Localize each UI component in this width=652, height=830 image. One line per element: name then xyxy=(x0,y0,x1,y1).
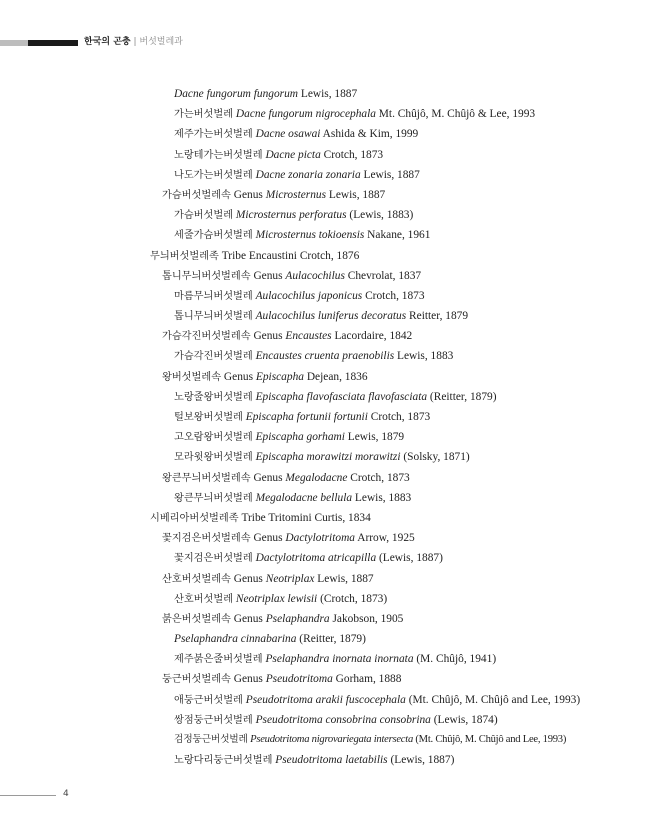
author-citation: (Mt. Chûjô, M. Chûjô and Lee, 1993) xyxy=(405,693,581,706)
scientific-name: Pseudotritoma xyxy=(265,673,333,686)
korean-name: 세줄가슴버섯벌레 xyxy=(174,230,253,242)
taxon-rank: Genus xyxy=(253,532,283,545)
scientific-name: Neotriplax xyxy=(265,572,315,585)
taxon-rank: Genus xyxy=(233,188,263,201)
scientific-name: Pseudotritoma laetabilis xyxy=(275,754,388,767)
korean-name: 시베리아버섯벌레족 xyxy=(150,512,239,524)
author-citation: Lewis, 1887 xyxy=(360,168,420,181)
running-header xyxy=(84,36,183,48)
author-citation: (Lewis, 1874) xyxy=(430,713,498,726)
scientific-name: Dacne fungorum nigrocephala xyxy=(235,108,376,121)
author-citation: Mt. Chûjô, M. Chûjô & Lee, 1993 xyxy=(375,108,536,121)
author-citation: Chevrolat, 1837 xyxy=(344,269,422,282)
scientific-name: Megalodacne bellula xyxy=(255,491,353,504)
header-book-title: 한국의 곤충 xyxy=(84,37,131,47)
scientific-name: Dacne zonaria zonaria xyxy=(255,168,361,181)
species-entry xyxy=(0,629,652,649)
species-entry xyxy=(0,649,652,669)
korean-name: 왕큰무늬버섯벌레속 xyxy=(162,472,251,484)
scientific-name: Episcapha flavofasciata flavofasciata xyxy=(255,390,428,403)
author-citation: (M. Chûjô, 1941) xyxy=(413,653,497,666)
scientific-name: Encaustes cruenta praenobilis xyxy=(255,350,395,363)
tribe-entry xyxy=(0,508,652,528)
author-citation: Crotch, 1873 xyxy=(320,148,384,161)
korean-name: 마름무늬버섯벌레 xyxy=(174,290,253,302)
korean-name: 애둥근버섯벌레 xyxy=(174,694,243,706)
scientific-name: Pseudotritoma arakii fuscocephala xyxy=(245,693,406,706)
author-citation: (Reitter, 1879) xyxy=(296,633,366,646)
author-citation: (Reitter, 1879) xyxy=(427,390,497,403)
scientific-name: Encaustes xyxy=(285,330,332,343)
genus-entry xyxy=(0,528,652,548)
taxon-rank: Tribe xyxy=(241,511,266,524)
species-entry xyxy=(0,205,652,225)
scientific-name: Episcapha fortunii fortunii xyxy=(245,411,368,423)
scientific-name: Aulacochilus luniferus decoratus xyxy=(255,310,407,323)
korean-name: 고오람왕버섯벌레 xyxy=(174,432,253,444)
scientific-name: Microsternus tokioensis xyxy=(255,229,365,242)
genus-entry xyxy=(0,609,652,629)
author-citation: Lewis, 1883 xyxy=(394,350,454,363)
header-separator: | xyxy=(133,37,137,47)
scientific-name: Aulacochilus japonicus xyxy=(255,289,363,302)
scientific-name: Microsternus perforatus xyxy=(235,209,347,222)
korean-name: 톱니무늬버섯벌레 xyxy=(174,311,253,323)
taxon-rank: Tribe xyxy=(221,249,247,262)
page-number: 4 xyxy=(63,789,69,799)
species-entry xyxy=(0,690,652,710)
species-entry xyxy=(0,165,652,185)
tribe-entry xyxy=(0,246,652,266)
author-citation: (Lewis, 1887) xyxy=(387,754,455,767)
species-entry xyxy=(0,104,652,124)
species-entry xyxy=(0,145,652,165)
scientific-name: Episcapha xyxy=(255,370,304,383)
species-entry xyxy=(0,447,652,467)
taxon-rank: Genus xyxy=(233,572,263,585)
author-citation: Gorham, 1888 xyxy=(332,673,402,686)
korean-name: 꽃지검은버섯벌레 xyxy=(174,553,253,565)
scientific-name: Dacne osawai xyxy=(255,128,321,141)
genus-entry xyxy=(0,669,652,689)
genus-entry xyxy=(0,185,652,205)
species-entry xyxy=(0,589,652,609)
scientific-name: Dactylotritoma xyxy=(285,532,356,545)
species-entry xyxy=(0,750,652,770)
korean-name: 산호버섯벌레속 xyxy=(162,573,231,585)
taxon-rank: Genus xyxy=(223,370,254,383)
header-bar-grey xyxy=(0,40,28,46)
scientific-name: Megalodacne xyxy=(285,471,348,484)
korean-name: 둥근버섯벌레속 xyxy=(162,674,231,686)
scientific-name: Microsternus xyxy=(265,188,327,201)
author-citation: Lewis, 1887 xyxy=(298,88,358,100)
author-citation: Lewis, 1887 xyxy=(326,188,386,201)
genus-entry xyxy=(0,367,652,387)
header-bar-black xyxy=(28,40,78,46)
taxon-rank: Genus xyxy=(233,612,263,625)
korean-name: 산호버섯벌레 xyxy=(174,593,234,605)
korean-name: 털보왕버섯벌레 xyxy=(174,412,243,423)
author-citation: Reitter, 1879 xyxy=(406,310,469,323)
taxon-rank: Genus xyxy=(253,330,283,343)
author-citation: (Lewis, 1887) xyxy=(376,552,443,565)
scientific-name: Neotriplax lewisii xyxy=(235,592,318,605)
species-entry xyxy=(0,387,652,407)
author-citation: Arrow, 1925 xyxy=(355,532,415,545)
genus-entry xyxy=(0,326,652,346)
korean-name: 왕버섯벌레속 xyxy=(162,371,222,383)
korean-name: 노랑다리둥근버섯벌레 xyxy=(174,755,273,767)
author-citation: Crotch, 1873 xyxy=(367,411,431,423)
scientific-name: Episcapha gorhami xyxy=(255,431,345,444)
genus-entry xyxy=(0,468,652,488)
korean-name: 모라윗왕버섯벌레 xyxy=(174,452,253,464)
author-citation: Encaustini Crotch, 1876 xyxy=(248,249,360,262)
author-citation: Lewis, 1887 xyxy=(314,572,374,585)
author-citation: Lewis, 1883 xyxy=(352,491,412,504)
scientific-name: Pseudotritoma consobrina consobrina xyxy=(255,713,431,726)
korean-name: 검정둥근버섯벌레 xyxy=(174,734,248,745)
taxonomy-list xyxy=(0,84,652,770)
author-citation: Jakobson, 1905 xyxy=(329,612,404,625)
korean-name: 가슴버섯벌레속 xyxy=(162,189,231,201)
scientific-name: Pselaphandra xyxy=(265,612,330,625)
korean-name: 가슴버섯벌레 xyxy=(174,210,234,222)
author-citation: Ashida & Kim, 1999 xyxy=(320,128,419,141)
korean-name: 가는버섯벌레 xyxy=(174,109,234,121)
korean-name: 무늬버섯벌레족 xyxy=(150,250,219,262)
species-entry xyxy=(0,84,652,104)
species-entry xyxy=(0,306,652,326)
scientific-name: Dactylotritoma atricapilla xyxy=(255,552,377,565)
korean-name: 왕큰무늬버섯벌레 xyxy=(174,492,253,504)
author-citation: (Mt. Chûjô, M. Chûjô and Lee, 1993) xyxy=(413,734,567,745)
scientific-name: Pselaphandra inornata inornata xyxy=(265,653,414,666)
header-section-title: 버섯벌레과 xyxy=(139,37,183,47)
species-entry xyxy=(0,346,652,366)
scientific-name: Pseudotritoma nigrovariegata intersecta xyxy=(250,734,413,745)
author-citation: Lewis, 1879 xyxy=(344,431,405,444)
taxon-rank: Genus xyxy=(253,471,283,484)
author-citation: Tritomini Curtis, 1834 xyxy=(268,511,371,524)
species-entry xyxy=(0,286,652,306)
author-citation: Nakane, 1961 xyxy=(364,229,431,242)
korean-name: 나도가는버섯벌레 xyxy=(174,169,253,181)
author-citation: Dejean, 1836 xyxy=(303,370,368,383)
korean-name: 제주붉은줄버섯벌레 xyxy=(174,654,263,666)
taxon-rank: Genus xyxy=(233,673,263,686)
genus-entry xyxy=(0,569,652,589)
species-entry xyxy=(0,407,652,427)
scientific-name: Dacne picta xyxy=(265,148,321,161)
species-entry xyxy=(0,427,652,447)
taxon-rank: Genus xyxy=(253,269,283,282)
species-entry xyxy=(0,225,652,245)
korean-name: 톱니무늬버섯벌레속 xyxy=(162,270,251,282)
korean-name: 노랑줄왕버섯벌레 xyxy=(174,391,253,403)
korean-name: 쌍점둥근버섯벌레 xyxy=(174,714,253,726)
scientific-name: Episcapha morawitzi morawitzi xyxy=(255,451,401,464)
species-entry xyxy=(0,730,652,750)
author-citation: Lacordaire, 1842 xyxy=(331,330,413,343)
author-citation: (Crotch, 1873) xyxy=(317,592,388,605)
species-entry xyxy=(0,710,652,730)
korean-name: 제주가는버섯벌레 xyxy=(174,129,253,141)
korean-name: 가슴각진버섯벌레 xyxy=(174,351,253,363)
author-citation: (Solsky, 1871) xyxy=(400,451,470,464)
korean-name: 붉은버섯벌레속 xyxy=(162,613,231,625)
korean-name: 노랑테가는버섯벌레 xyxy=(174,149,263,161)
species-entry xyxy=(0,124,652,144)
scientific-name: Pselaphandra cinnabarina xyxy=(174,633,297,646)
species-entry xyxy=(0,488,652,508)
footer-rule xyxy=(0,795,56,796)
genus-entry xyxy=(0,266,652,286)
species-entry xyxy=(0,548,652,568)
author-citation: (Lewis, 1883) xyxy=(346,209,414,222)
author-citation: Crotch, 1873 xyxy=(347,471,410,484)
scientific-name: Dacne fungorum fungorum xyxy=(174,88,299,100)
author-citation: Crotch, 1873 xyxy=(362,289,425,302)
korean-name: 가슴각진버섯벌레속 xyxy=(162,331,251,343)
korean-name: 꽃지검은버섯벌레속 xyxy=(162,533,251,545)
scientific-name: Aulacochilus xyxy=(285,269,345,282)
